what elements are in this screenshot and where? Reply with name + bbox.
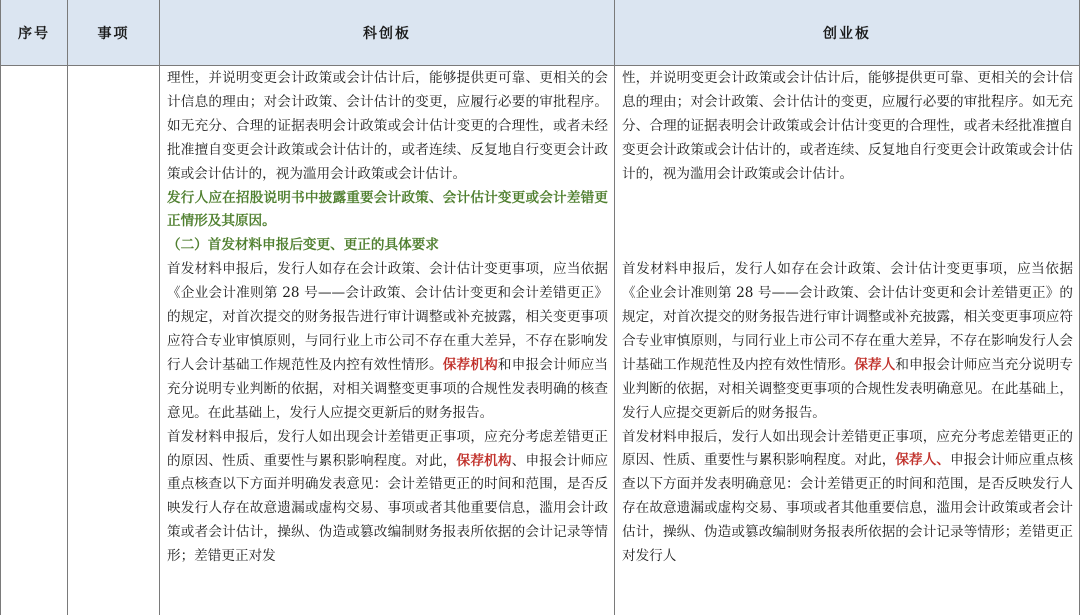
star-paragraph-policy-change: 理性，并说明变更会计政策或会计估计后，能够提供更可靠、更相关的会计信息的理由；对会计政策、会计估计的变更，应履行必要的审批程序。如无充分、合理的证据表明会计政策或会计估计变更的合理性，或者未经批准擅自变更会计政策或会计估计的，或者连续、反复地自行变更会计政策或会计估计的，视为滥用会计政策或会计估计。 xyxy=(167,70,608,182)
star-paragraph-disclosure-requirement: 发行人应在招股说明书中披露重要会计政策、会计估计变更或会计差错更正情形及其原因。 xyxy=(167,189,608,230)
chinext-sponsor-highlight-2: 保荐人、 xyxy=(895,452,951,469)
header-item: 事项 xyxy=(68,0,160,66)
chinext-paragraph-policy-change: 性，并说明变更会计政策或会计估计后，能够提供更可靠、更相关的会计信息的理由；对会计政策、会计估计的变更，应履行必要的审批程序。如无充分、合理的证据表明会计政策或会计估计变更的合理性，或者未经批准擅自变更会计政策或会计估计的，或者连续、反复地自行变更会计政策或会计估计的，视为滥用会计政策或会计估计。 xyxy=(622,70,1073,182)
chinext-cell xyxy=(615,66,1080,615)
header-serial-number: 序号 xyxy=(0,0,68,66)
chinext-paragraph-error-correction: 首发材料申报后，发行人如出现会计差错更正事项，应充分考虑差错更正的原因、性质、重要性与累积影响程度。对此，保荐人、申报会计师应重点核查以下方面并发表明确意见：会计差错更正的时间和范围，是否反映发行人存在故意遗漏或虚构交易、事项或者其他重要信息，滥用会计政策或者会计估计，操纵、伪造或篡改编制财务报表所依据的会计记录等情形；差错更正对发行人 xyxy=(622,428,1074,565)
header-star-market: 科创板 xyxy=(160,0,615,66)
chinext-blank-space xyxy=(622,187,1073,259)
item-cell xyxy=(68,66,160,615)
chinext-sponsor-highlight: 保荐人 xyxy=(854,356,896,373)
star-sponsor-highlight-2: 保荐机构 xyxy=(456,452,512,469)
star-section-heading: （二）首发材料申报后变更、更正的具体要求 xyxy=(167,237,439,254)
header-chinext: 创业板 xyxy=(615,0,1080,66)
star-sponsor-highlight: 保荐机构 xyxy=(442,356,498,373)
star-paragraph-error-correction: 首发材料申报后，发行人如出现会计差错更正事项，应充分考虑差错更正的原因、性质、重要性与累积影响程度。对此，保荐机构、申报会计师应重点核查以下方面并明确发表意见：会计差错更正的时间和范围，是否反映发行人存在故意遗漏或虚构交易、事项或者其他重要信息，滥用会计政策或者会计估计，操纵、伪造或篡改编制财务报表所依据的会计记录等情形；差错更正对发 xyxy=(167,428,609,565)
star-paragraph-post-filing-change: 首发材料申报后，发行人如存在会计政策、会计估计变更事项，应当依据《企业会计准则第 28 号——会计政策、会计估计变更和会计差错更正》的规定，对首次提交的财务报告进行审计调整或补充披露，相关变更事项应符合专业审慎原则，与同行业上市公司不存在重大差异，不存在影响发行人会计基础工作规范性及内控有效性情形。保荐机构和申报会计师应当充分说明专业判断的依据，对相关调整变更事项的合规性发表明确的核查意见。在此基础上，发行人应提交更新后的财务报告。 xyxy=(167,261,609,421)
chinext-text xyxy=(622,67,1073,569)
star-market-cell xyxy=(160,66,615,615)
star-market-text xyxy=(167,67,608,569)
chinext-paragraph-post-filing-change: 首发材料申报后，发行人如存在会计政策、会计估计变更事项，应当依据《企业会计准则第 28 号——会计政策、会计估计变更和会计差错更正》的规定，对首次提交的财务报告进行审计调整或补充披露，相关变更事项应符合专业审慎原则，与同行业上市公司不存在重大差异，不存在影响发行人会计基础工作规范性及内控有效性情形。保荐人和申报会计师应当充分说明专业判断的依据，对相关调整变更事项的合规性发表明确意见。在此基础上，发行人应提交更新后的财务报告。 xyxy=(622,261,1074,421)
serial-number-cell xyxy=(0,66,68,615)
